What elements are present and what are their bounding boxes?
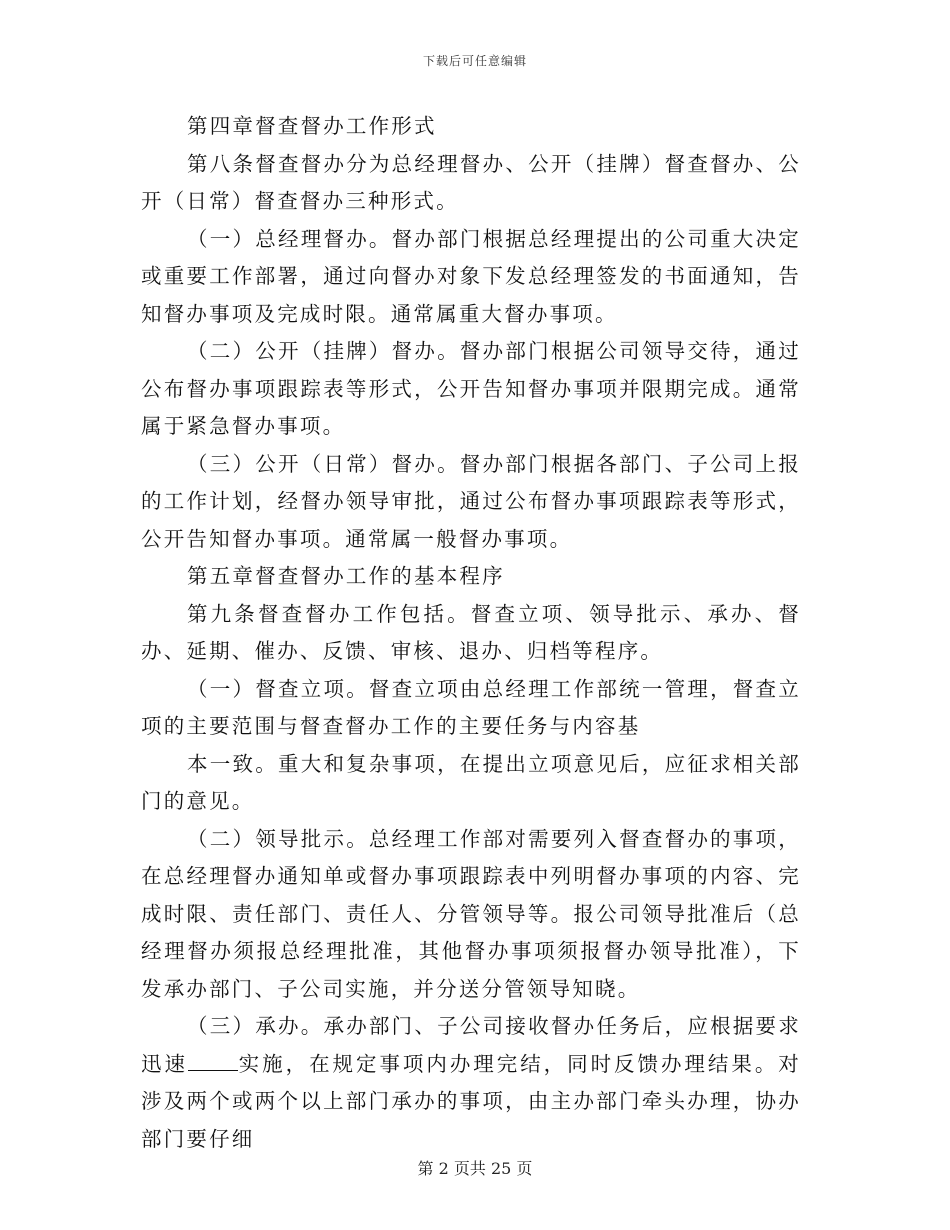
undertaking-text-part-1: （三）承办。承办部门、子公司接收督办任务后，应根据要求迅速 (141, 1014, 801, 1076)
paragraph-public-daily-supervision: （三）公开（日常）督办。督办部门根据各部门、子公司上报的工作计划，经督办领导审批，通过公布督办事项跟踪表等形式，公开告知督办事项。通常属一般督办事项。 (141, 451, 801, 551)
page-number-footer: 第 2 页共 25 页 (417, 1159, 533, 1178)
paragraph-leader-instruction: （二）领导批示。总经理工作部对需要列入督查督办的事项，在总经理督办通知单或督办事项跟踪表中列明督办事项的内容、完成时限、责任部门、责任人、分管领导等。报公司领导批准后（总经理督办须报总经理批准，其他督办事项须报督办领导批准），下发承办部门、子公司实施，并分送分管领导知晓。 (141, 826, 801, 1001)
article-9: 第九条督查督办工作包括。督查立项、领导批示、承办、督办、延期、催办、反馈、审核、退办、归档等程序。 (141, 601, 801, 663)
blank-underline (188, 1050, 238, 1071)
chapter-heading-5: 第五章督查督办工作的基本程序 (187, 564, 505, 588)
paragraph-undertaking (141, 1008, 801, 1158)
paragraph-project-approval: （一）督查立项。督查立项由总经理工作部统一管理，督查立项的主要范围与督查督办工作的主要任务与内容基 (141, 676, 801, 738)
page-header: 下载后可任意编辑 (422, 54, 527, 68)
article-8: 第八条督查督办分为总经理督办、公开（挂牌）督查督办、公开（日常）督查督办三种形式。 (141, 151, 801, 213)
document-body (141, 108, 801, 1158)
undertaking-text-part-2: 实施，在规定事项内办理完结，同时反馈办理结果。对涉及两个或两个以上部门承办的事项，由主办部门牵头办理，协办部门要仔细 (141, 1051, 801, 1151)
paragraph-project-approval-continued: 本一致。重大和复杂事项，在提出立项意见后，应征求相关部门的意见。 (141, 751, 801, 813)
chapter-heading-4: 第四章督查督办工作形式 (187, 114, 437, 138)
paragraph-public-listed-supervision: （二）公开（挂牌）督办。督办部门根据公司领导交待，通过公布督办事项跟踪表等形式，公开告知督办事项并限期完成。通常属于紧急督办事项。 (141, 339, 801, 438)
paragraph-general-manager-supervision: （一）总经理督办。督办部门根据总经理提出的公司重大决定或重要工作部署，通过向督办对象下发总经理签发的书面通知，告知督办事项及完成时限。通常属重大督办事项。 (141, 226, 801, 326)
